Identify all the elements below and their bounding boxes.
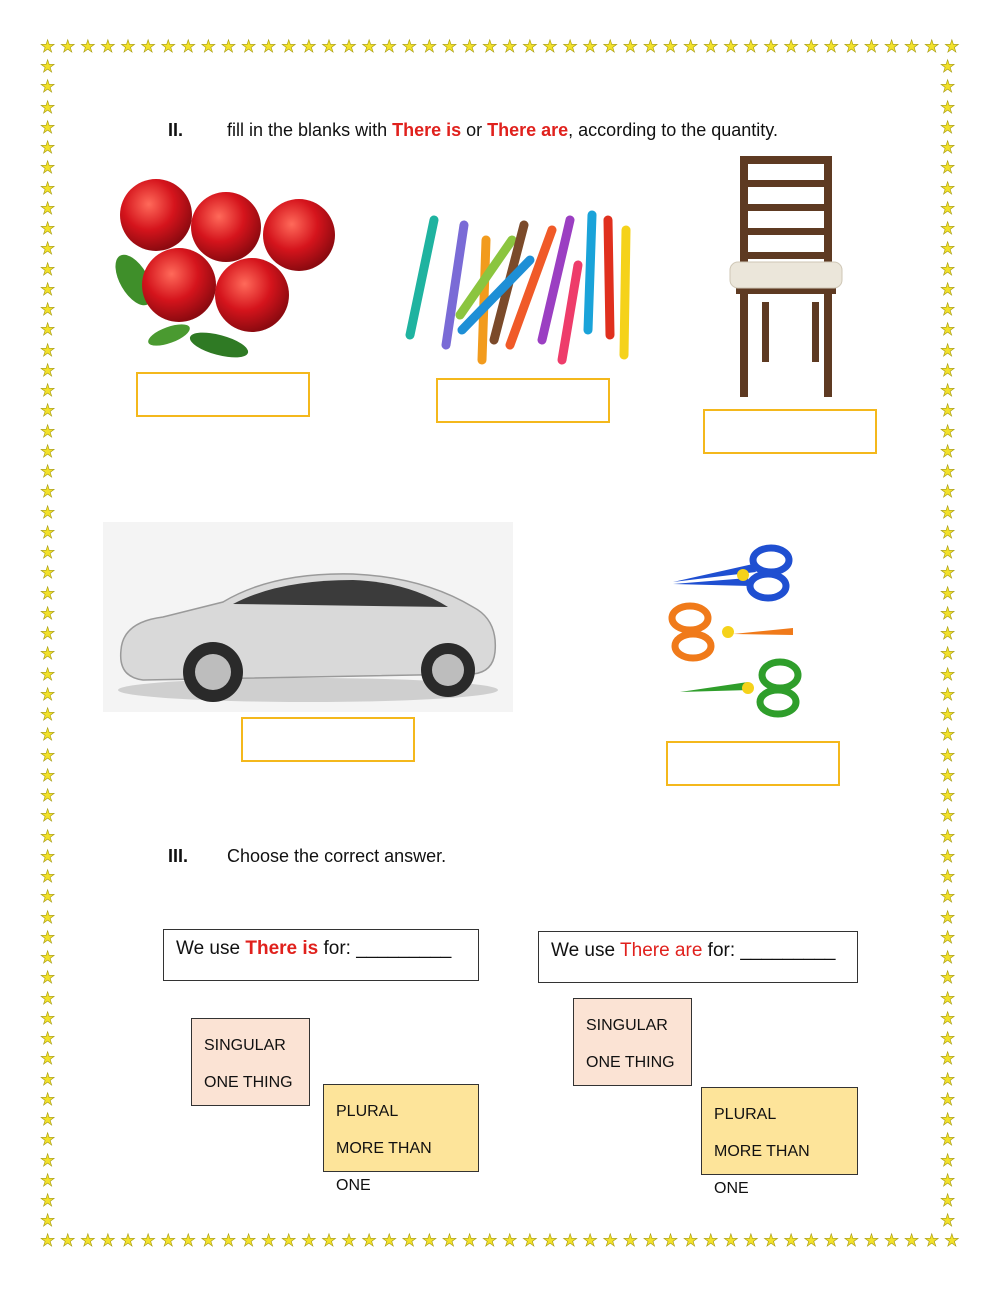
star-icon: ★: [40, 1191, 56, 1210]
star-icon: ★: [940, 867, 956, 886]
star-icon: ★: [662, 1231, 679, 1250]
star-icon: ★: [622, 1231, 638, 1250]
star-icon: ★: [940, 624, 956, 643]
star-icon: ★: [100, 37, 116, 56]
star-icon: ★: [924, 37, 940, 56]
star-icon: ★: [40, 907, 56, 927]
star-icon: ★: [940, 401, 956, 421]
star-icon: ★: [40, 37, 56, 56]
star-icon: ★: [482, 1231, 498, 1250]
star-icon: ★: [381, 37, 397, 56]
star-icon: ★: [863, 1231, 880, 1250]
star-icon: ★: [261, 1231, 277, 1250]
star-icon: ★: [763, 1231, 779, 1250]
star-icon: ★: [562, 1231, 578, 1250]
star-icon: ★: [40, 867, 56, 886]
answer-blank-chair[interactable]: [703, 409, 877, 454]
section-3-number: III.: [168, 846, 189, 866]
star-icon: ★: [542, 1231, 558, 1250]
star-icon: ★: [940, 543, 956, 562]
star-icon: ★: [940, 1008, 956, 1028]
star-icon: ★: [940, 1029, 956, 1048]
star-icon: ★: [40, 178, 56, 198]
star-icon: ★: [522, 37, 538, 56]
star-icon: ★: [40, 158, 56, 178]
star-icon: ★: [940, 522, 956, 542]
star-icon: ★: [381, 1231, 397, 1250]
star-icon: ★: [602, 1231, 618, 1250]
star-icon: ★: [281, 1231, 297, 1250]
star-icon: ★: [703, 1231, 719, 1250]
star-icon: ★: [940, 1130, 956, 1150]
star-icon: ★: [940, 340, 956, 360]
star-icon: ★: [940, 421, 956, 441]
star-icon: ★: [940, 462, 956, 481]
star-icon: ★: [40, 603, 56, 623]
star-border-right: [940, 58, 955, 1230]
star-icon: ★: [904, 37, 920, 56]
star-icon: ★: [40, 482, 56, 502]
star-icon: ★: [40, 624, 56, 643]
star-icon: ★: [940, 441, 956, 461]
star-icon: ★: [482, 37, 498, 56]
star-icon: ★: [940, 219, 956, 238]
star-icon: ★: [562, 37, 578, 56]
star-icon: ★: [40, 198, 56, 218]
card-plural-left[interactable]: [323, 1084, 479, 1194]
star-icon: ★: [441, 37, 458, 56]
star-icon: ★: [40, 502, 56, 522]
star-icon: ★: [40, 988, 56, 1008]
rule-left-prefix: We use: [176, 938, 246, 959]
star-icon: ★: [40, 421, 56, 441]
star-icon: ★: [542, 37, 558, 56]
star-icon: ★: [940, 300, 956, 319]
star-icon: ★: [642, 37, 659, 56]
apples-image: [104, 175, 344, 360]
star-icon: ★: [401, 37, 417, 56]
star-icon: ★: [743, 37, 759, 56]
star-icon: ★: [200, 37, 216, 56]
card-plural-line2: MORE THAN ONE: [714, 1143, 810, 1197]
star-icon: ★: [940, 826, 956, 846]
star-icon: ★: [321, 1231, 337, 1250]
star-icon: ★: [940, 239, 956, 259]
keyword-there-is: There is: [392, 120, 462, 140]
chair-image: [726, 152, 846, 402]
star-icon: ★: [240, 1231, 257, 1250]
star-icon: ★: [843, 37, 859, 56]
star-icon: ★: [940, 603, 956, 623]
star-icon: ★: [140, 37, 156, 56]
star-icon: ★: [180, 1231, 196, 1250]
star-icon: ★: [341, 1231, 357, 1250]
star-icon: ★: [180, 37, 196, 56]
scissors-image: [668, 542, 808, 722]
answer-blank-apples[interactable]: [136, 372, 310, 417]
star-icon: ★: [301, 1231, 317, 1250]
card-plural-line2: MORE THAN ONE: [336, 1140, 432, 1194]
star-icon: ★: [281, 37, 297, 56]
star-icon: ★: [944, 37, 960, 56]
star-icon: ★: [783, 37, 799, 56]
star-icon: ★: [940, 705, 956, 724]
star-border-left: [40, 58, 55, 1230]
star-icon: ★: [40, 786, 56, 805]
star-border-top: [40, 38, 960, 55]
star-icon: ★: [940, 381, 956, 400]
star-icon: ★: [940, 502, 956, 522]
star-icon: ★: [940, 684, 956, 704]
star-icon: ★: [100, 1231, 116, 1250]
star-icon: ★: [40, 1029, 56, 1048]
star-icon: ★: [944, 1231, 960, 1250]
star-border-bottom: [40, 1232, 960, 1249]
star-icon: ★: [40, 846, 56, 866]
star-icon: ★: [940, 178, 956, 198]
star-icon: ★: [940, 664, 956, 684]
star-icon: ★: [40, 239, 56, 259]
star-icon: ★: [40, 948, 56, 967]
star-icon: ★: [642, 1231, 659, 1250]
card-plural-right[interactable]: [701, 1087, 858, 1197]
rule-right-suffix: for: _________: [702, 940, 836, 961]
star-icon: ★: [401, 1231, 417, 1250]
star-icon: ★: [940, 259, 956, 279]
section-2-number: II.: [168, 120, 184, 140]
star-icon: ★: [40, 1130, 56, 1150]
star-icon: ★: [940, 887, 956, 907]
star-icon: ★: [940, 279, 956, 299]
star-icon: ★: [40, 644, 56, 664]
star-icon: ★: [321, 37, 337, 56]
star-icon: ★: [40, 543, 56, 562]
star-icon: ★: [40, 583, 56, 603]
star-icon: ★: [240, 37, 257, 56]
star-icon: ★: [940, 320, 956, 340]
card-singular-line2: ONE THING: [586, 1054, 675, 1071]
star-icon: ★: [421, 1231, 438, 1250]
star-icon: ★: [582, 37, 598, 56]
star-icon: ★: [40, 279, 56, 299]
card-singular-line1: SINGULAR: [586, 1017, 668, 1034]
card-singular-line1: SINGULAR: [204, 1037, 286, 1054]
star-icon: ★: [40, 1008, 56, 1028]
rule-left-keyword: There is: [245, 938, 319, 959]
star-icon: ★: [843, 1231, 859, 1250]
star-icon: ★: [361, 37, 377, 56]
section-3-instruction: Choose the correct answer.: [227, 846, 447, 866]
star-icon: ★: [40, 806, 56, 826]
star-icon: ★: [940, 1191, 956, 1210]
star-icon: ★: [940, 907, 956, 927]
star-icon: ★: [940, 138, 956, 157]
star-icon: ★: [40, 1150, 56, 1170]
star-icon: ★: [40, 77, 56, 97]
star-icon: ★: [940, 765, 956, 785]
star-icon: ★: [160, 37, 176, 56]
instruction-text-after: , according to the quantity.: [568, 120, 778, 140]
star-icon: ★: [40, 97, 56, 117]
star-icon: ★: [940, 927, 956, 947]
star-icon: ★: [40, 1231, 56, 1250]
star-icon: ★: [582, 1231, 598, 1250]
star-icon: ★: [940, 563, 956, 583]
star-icon: ★: [803, 37, 819, 56]
star-icon: ★: [200, 1231, 216, 1250]
star-icon: ★: [40, 340, 56, 360]
card-plural-line1: PLURAL: [714, 1106, 777, 1123]
keyword-there-are: There are: [487, 120, 569, 140]
card-singular-line2: ONE THING: [204, 1074, 293, 1091]
star-icon: ★: [940, 806, 956, 826]
instruction-text-before: fill in the blanks with: [227, 120, 393, 140]
star-icon: ★: [924, 1231, 940, 1250]
star-icon: ★: [40, 381, 56, 400]
star-icon: ★: [683, 1231, 699, 1250]
star-icon: ★: [80, 1231, 96, 1250]
star-icon: ★: [361, 1231, 377, 1250]
rule-box-there-are: [538, 931, 858, 983]
star-icon: ★: [940, 968, 956, 988]
star-icon: ★: [940, 1211, 956, 1231]
star-icon: ★: [662, 37, 679, 56]
star-icon: ★: [120, 37, 136, 56]
star-icon: ★: [940, 846, 956, 866]
colored-pencils-image: [402, 200, 634, 370]
star-icon: ★: [40, 57, 56, 76]
star-icon: ★: [40, 887, 56, 907]
star-icon: ★: [883, 37, 900, 56]
star-icon: ★: [40, 1049, 56, 1069]
star-icon: ★: [823, 1231, 839, 1250]
star-icon: ★: [940, 786, 956, 805]
star-icon: ★: [60, 1231, 76, 1250]
star-icon: ★: [40, 765, 56, 785]
star-icon: ★: [940, 77, 956, 97]
star-icon: ★: [40, 664, 56, 684]
star-icon: ★: [622, 37, 638, 56]
star-icon: ★: [40, 1211, 56, 1231]
star-icon: ★: [883, 1231, 900, 1250]
star-icon: ★: [140, 1231, 156, 1250]
star-icon: ★: [940, 1069, 956, 1089]
instruction-or: or: [461, 120, 488, 140]
star-icon: ★: [40, 462, 56, 481]
star-icon: ★: [763, 37, 779, 56]
answer-blank-car[interactable]: [241, 717, 415, 762]
star-icon: ★: [703, 37, 719, 56]
star-icon: ★: [40, 441, 56, 461]
star-icon: ★: [940, 1049, 956, 1069]
car-image: [103, 522, 513, 712]
star-icon: ★: [940, 745, 956, 765]
star-icon: ★: [120, 1231, 136, 1250]
star-icon: ★: [940, 198, 956, 218]
star-icon: ★: [40, 684, 56, 704]
star-icon: ★: [940, 1170, 956, 1190]
star-icon: ★: [40, 927, 56, 947]
star-icon: ★: [940, 725, 956, 745]
star-icon: ★: [40, 705, 56, 724]
star-icon: ★: [40, 138, 56, 157]
star-icon: ★: [40, 1110, 56, 1129]
star-icon: ★: [40, 725, 56, 745]
star-icon: ★: [803, 1231, 819, 1250]
star-icon: ★: [80, 37, 96, 56]
rule-right-prefix: We use: [551, 940, 621, 961]
star-icon: ★: [40, 219, 56, 238]
star-icon: ★: [602, 37, 618, 56]
star-icon: ★: [40, 360, 56, 380]
star-icon: ★: [940, 57, 956, 76]
answer-blank-pencils[interactable]: [436, 378, 610, 423]
star-icon: ★: [723, 37, 739, 56]
star-icon: ★: [940, 988, 956, 1008]
star-icon: ★: [40, 1089, 56, 1109]
star-icon: ★: [940, 948, 956, 967]
star-icon: ★: [940, 583, 956, 603]
rule-left-suffix: for: _________: [318, 938, 452, 959]
star-icon: ★: [40, 563, 56, 583]
star-icon: ★: [441, 1231, 458, 1250]
star-icon: ★: [522, 1231, 538, 1250]
star-icon: ★: [823, 37, 839, 56]
rule-right-keyword: There are: [620, 940, 703, 961]
star-icon: ★: [940, 1110, 956, 1129]
star-icon: ★: [461, 37, 478, 56]
rule-box-there-is: [163, 929, 479, 981]
star-icon: ★: [341, 37, 357, 56]
star-icon: ★: [940, 1150, 956, 1170]
star-icon: ★: [940, 644, 956, 664]
star-icon: ★: [40, 1170, 56, 1190]
star-icon: ★: [40, 259, 56, 279]
star-icon: ★: [301, 37, 317, 56]
star-icon: ★: [940, 360, 956, 380]
card-singular-right[interactable]: [573, 998, 692, 1086]
star-icon: ★: [40, 745, 56, 765]
star-icon: ★: [940, 97, 956, 117]
star-icon: ★: [40, 826, 56, 846]
star-icon: ★: [783, 1231, 799, 1250]
star-icon: ★: [940, 1089, 956, 1109]
star-icon: ★: [502, 1231, 518, 1250]
star-icon: ★: [940, 158, 956, 178]
star-icon: ★: [261, 37, 277, 56]
star-icon: ★: [863, 37, 880, 56]
star-icon: ★: [60, 37, 76, 56]
card-singular-left[interactable]: [191, 1018, 310, 1106]
star-icon: ★: [723, 1231, 739, 1250]
section-2-instruction: [227, 120, 778, 141]
star-icon: ★: [160, 1231, 176, 1250]
star-icon: ★: [743, 1231, 759, 1250]
star-icon: ★: [40, 522, 56, 542]
star-icon: ★: [421, 37, 438, 56]
star-icon: ★: [683, 37, 699, 56]
star-icon: ★: [40, 320, 56, 340]
star-icon: ★: [40, 300, 56, 319]
star-icon: ★: [461, 1231, 478, 1250]
star-icon: ★: [220, 37, 237, 56]
star-icon: ★: [40, 401, 56, 421]
star-icon: ★: [40, 968, 56, 988]
star-icon: ★: [220, 1231, 237, 1250]
star-icon: ★: [502, 37, 518, 56]
star-icon: ★: [904, 1231, 920, 1250]
star-icon: ★: [940, 482, 956, 502]
star-icon: ★: [40, 1069, 56, 1089]
answer-blank-scissors[interactable]: [666, 741, 840, 786]
card-plural-line1: PLURAL: [336, 1103, 399, 1120]
star-icon: ★: [940, 117, 956, 137]
star-icon: ★: [40, 117, 56, 137]
